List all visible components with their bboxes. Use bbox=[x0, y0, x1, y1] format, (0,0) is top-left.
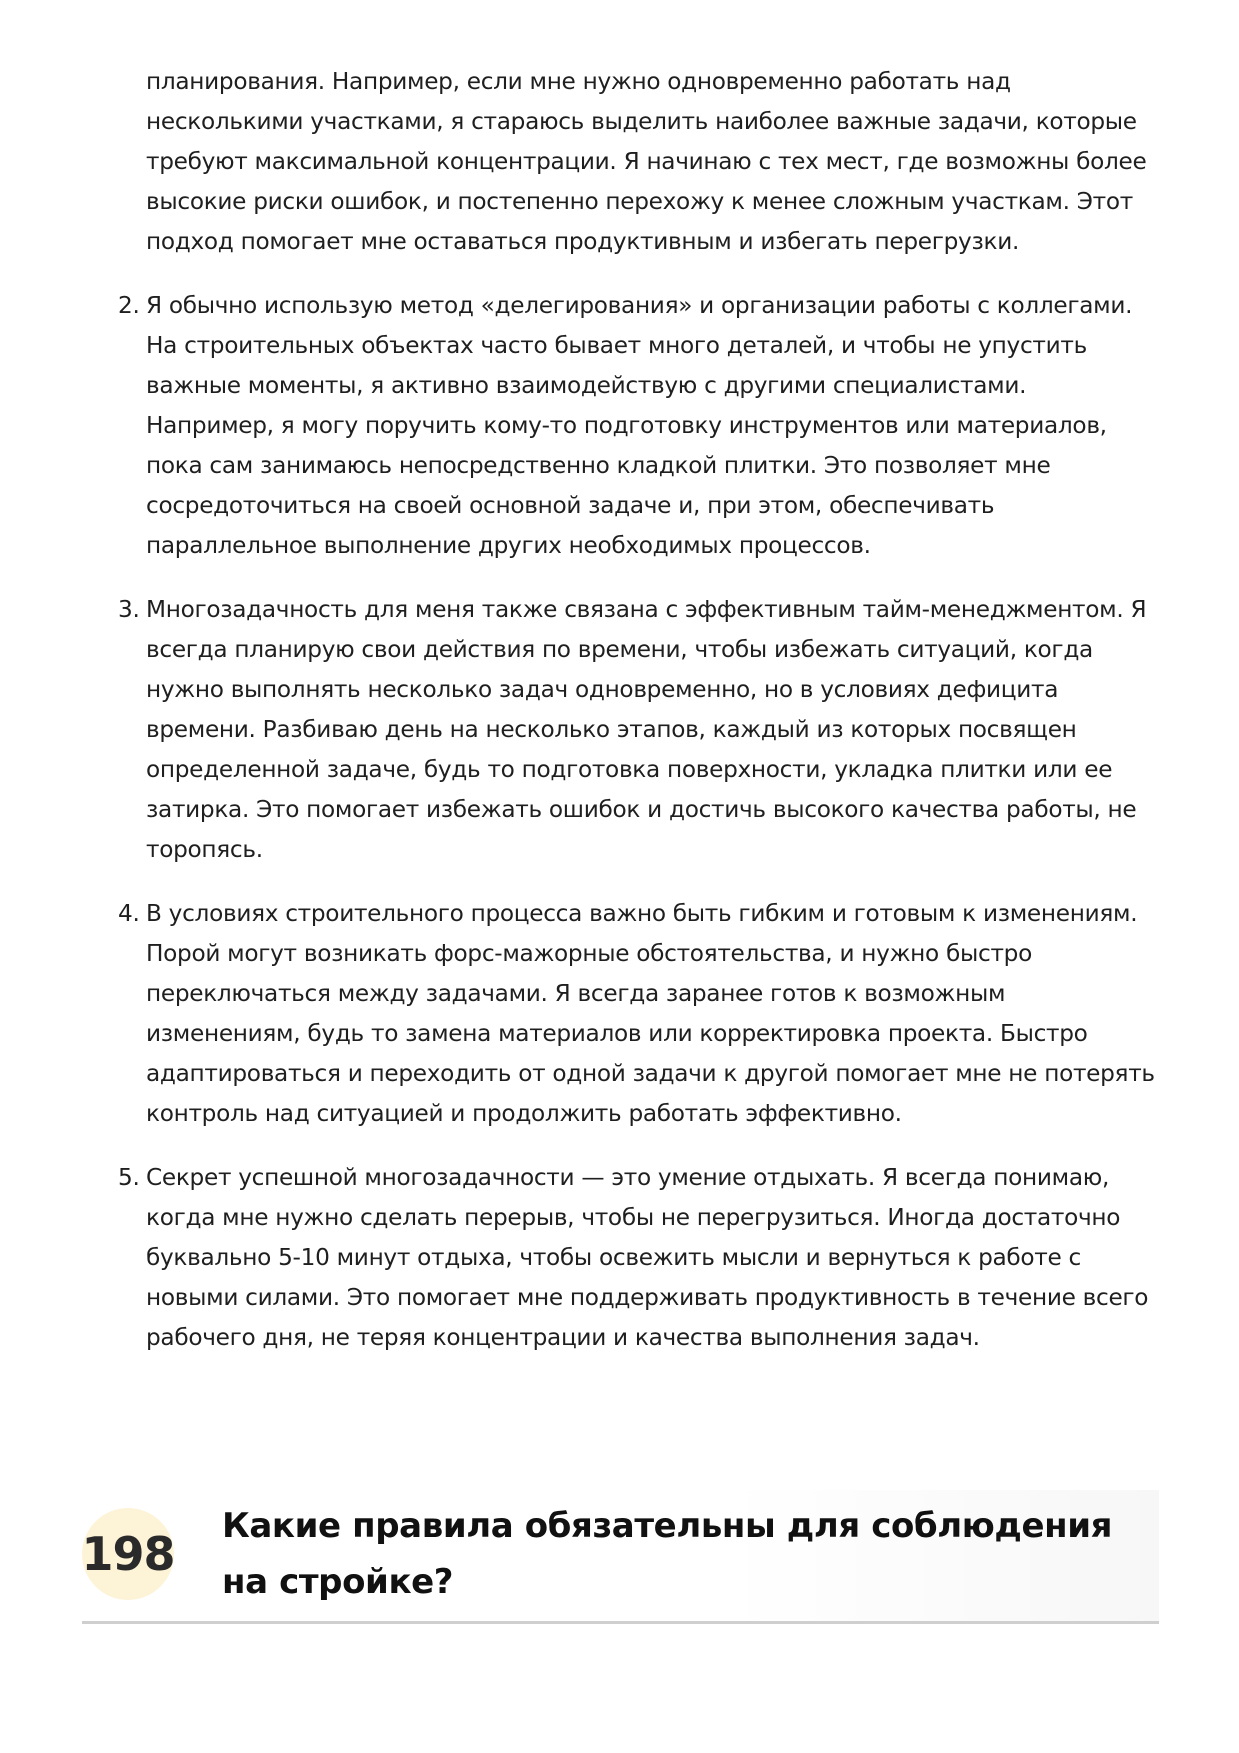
question-number-badge: 198 bbox=[82, 1508, 174, 1600]
list-item-number: 4. bbox=[118, 900, 140, 927]
list-item bbox=[118, 590, 1156, 870]
list-item bbox=[118, 894, 1156, 1134]
question-title: Какие правила обязательны для соблюдения на стройке? bbox=[222, 1506, 1113, 1602]
list-item-text: Многозадачность для меня также связана с эффективным тайм-менеджментом. Я всегда планирую свои действия по времени, чтобы избежать ситуаций, когда нужно выполнять несколько задач одновременно, но в условиях дефицита времени. Разбиваю день на несколько этапов, каждый из которых посвящен определенной задаче, будь то подготовка поверхности, укладка плитки или ее затирка. Это помогает избежать ошибок и достичь высокого качества работы, не торопясь. bbox=[146, 596, 1147, 863]
list-item bbox=[118, 286, 1156, 566]
list-item bbox=[118, 1158, 1156, 1358]
list-item-number: 2. bbox=[118, 292, 140, 319]
continued-paragraph: планирования. Например, если мне нужно одновременно работать над несколькими участками, я стараюсь выделить наиболее важные задачи, которые требуют максимальной концентрации. Я начинаю с тех мест, где возможны более высокие риски ошибок, и постепенно перехожу к менее сложным участкам. Этот подход помогает мне оставаться продуктивным и избегать перегрузки. bbox=[146, 68, 1147, 255]
list-item-text: Секрет успешной многозадачности — это умение отдыхать. Я всегда понимаю, когда мне нужно сделать перерыв, чтобы не перегрузиться. Иногда достаточно буквально 5-10 минут отдыха, чтобы освежить мысли и вернуться к работе с новыми силами. Это помогает мне поддерживать продуктивность в течение всего рабочего дня, не теряя концентрации и качества выполнения задач. bbox=[146, 1164, 1149, 1351]
list-item-number: 5. bbox=[118, 1164, 140, 1191]
question-header bbox=[82, 1490, 1159, 1624]
list-item-number: 3. bbox=[118, 596, 140, 623]
list-item-text: В условиях строительного процесса важно быть гибким и готовым к изменениям. Порой могут возникать форс-мажорные обстоятельства, и нужно быстро переключаться между задачами. Я всегда заранее готов к возможным изменениям, будь то замена материалов или корректировка проекта. Быстро адаптироваться и переходить от одной задачи к другой помогает мне не потерять контроль над ситуацией и продолжить работать эффективно. bbox=[146, 900, 1155, 1127]
list-item-text: Я обычно использую метод «делегирования» и организации работы с коллегами. На строительных объектах часто бывает много деталей, и чтобы не упустить важные моменты, я активно взаимодействую с другими специалистами. Например, я могу поручить кому-то подготовку инструментов или материалов, пока сам занимаюсь непосредственно кладкой плитки. Это позволяет мне сосредоточиться на своей основной задаче и, при этом, обеспечивать параллельное выполнение других необходимых процессов. bbox=[146, 292, 1133, 559]
answer-body bbox=[118, 62, 1156, 1382]
